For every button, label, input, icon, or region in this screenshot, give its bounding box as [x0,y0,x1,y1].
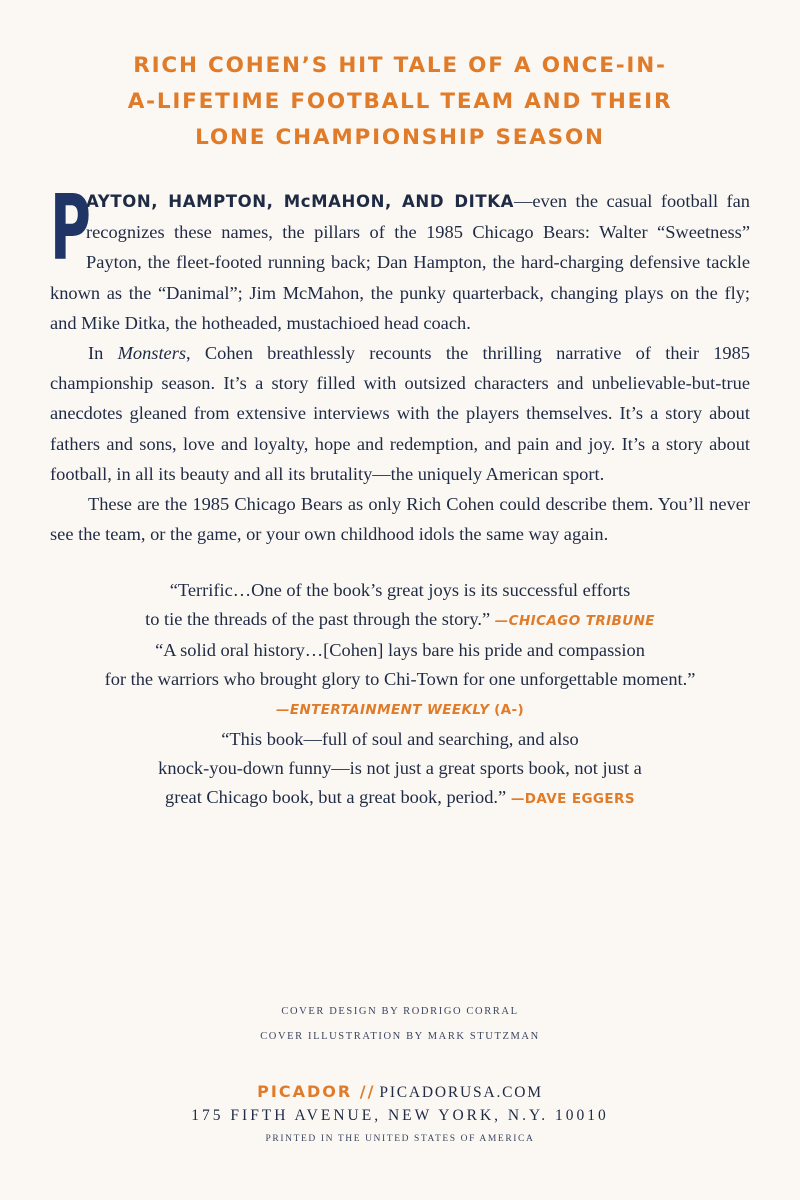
quote-line [60,783,740,814]
cover-illustration-credit: COVER ILLUSTRATION BY MARK STUTZMAN [260,1031,540,1042]
quote-line [60,694,740,725]
quote-source: —DAVE EGGERS [510,791,635,807]
quote-line: “Terrific…One of the book’s great joys is its successful efforts [169,580,631,600]
review-quote [60,725,740,814]
quote-line: for the warriors who brought glory to Chi-Town for one unforgettable moment.” [104,669,696,689]
description-paragraph [50,338,750,489]
quote-source: —CHICAGO TRIBUNE [494,613,655,629]
cover-design-credit: COVER DESIGN BY RODRIGO CORRAL [281,1006,519,1017]
review-quote [60,576,740,636]
headline-line: A-LIFETIME FOOTBALL TEAM AND THEIR [127,89,673,114]
publisher-line [60,1082,740,1102]
drop-cap: P [50,176,91,281]
quote-line [60,605,740,636]
paragraph-text: These are the 1985 Chicago Bears as only Rich Cohen could describe them. You’ll never see the team, or the game, or your own childhood idols the same way again. [50,494,750,545]
publisher-website: PICADORUSA.COM [379,1084,543,1101]
description [50,176,750,549]
quote-grade: (A-) [494,702,525,718]
quote-line: “A solid oral history…[Cohen] lays bare his pride and compassion [155,640,645,660]
review-quote [60,636,740,725]
headline [60,48,740,156]
quote-source: —ENTERTAINMENT WEEKLY [275,702,490,718]
headline-line: RICH COHEN’S HIT TALE OF A ONCE-IN- [133,53,667,78]
quote-line: knock-you-down funny—is not just a great sports book, not just a [158,758,642,778]
printed-in-notice: PRINTED IN THE UNITED STATES OF AMERICA [265,1134,535,1144]
publisher-address: 175 FIFTH AVENUE, NEW YORK, N.Y. 10010 [191,1107,609,1124]
description-paragraph [50,489,750,549]
quote-line: “This book—full of soul and searching, and also [221,729,579,749]
review-quotes [60,576,740,814]
quote-text: to tie the threads of the past through the story.” [145,609,491,629]
paragraph-text: —even the casual football fan recognizes these names, the pillars of the 1985 Chicago Bears: Walter “Sweetness” Payton, the fleet-footed running back; Dan Hampton, the hard-charging defensive tackle known as the “Danimal”; Jim McMahon, the punky quarterback, changing plays on the fly; and Mike Ditka, the hotheaded, mustachioed head coach. [50,191,750,333]
lead-caps: AYTON, HAMPTON, McMAHON, AND DITKA [86,192,514,211]
quote-text: great Chicago book, but a great book, period.” [165,787,507,807]
publisher-name: PICADOR // [257,1082,376,1101]
book-title: Monsters [117,343,187,364]
paragraph-text: , Cohen breathlessly recounts the thrilling narrative of their 1985 championship season. It’s a story filled with outsized characters and unbelievable-but-true anecdotes gleaned from extensive interviews with the players themselves. It’s a story about fathers and sons, love and loyalty, hope and redemption, and pain and joy. It’s a story about football, in all its beauty and all its brutality—the uniquely American sport. [50,343,750,484]
paragraph-text: In [88,343,118,364]
headline-line: LONE CHAMPIONSHIP SEASON [195,125,605,150]
description-paragraph [50,176,750,338]
